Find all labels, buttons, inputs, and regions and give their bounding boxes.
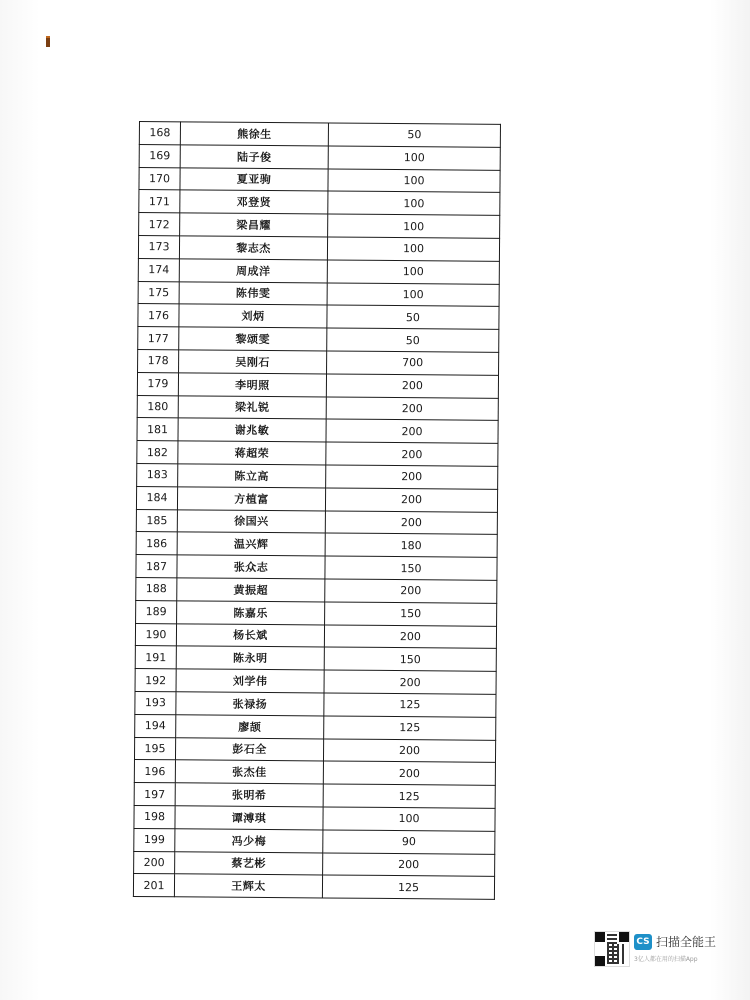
donation-amount: 700 — [327, 351, 499, 375]
donation-amount: 125 — [323, 784, 495, 808]
table-row — [134, 805, 495, 831]
donor-name: 陈伟雯 — [179, 281, 327, 305]
donation-amount: 100 — [327, 237, 499, 261]
donor-name: 谭溥琪 — [175, 806, 323, 830]
row-number: 178 — [138, 349, 179, 372]
donation-amount: 125 — [324, 716, 496, 740]
row-number: 201 — [133, 874, 174, 897]
donation-amount: 90 — [323, 830, 495, 854]
donation-amount: 200 — [323, 761, 495, 785]
row-number: 175 — [138, 281, 179, 304]
donor-name: 蒋超荣 — [178, 441, 326, 465]
donor-name: 李明照 — [178, 373, 326, 397]
brand-name: 扫描全能王 — [656, 935, 717, 949]
donor-name: 陆子俊 — [180, 145, 328, 169]
row-number: 192 — [135, 669, 176, 692]
row-number: 182 — [137, 441, 178, 464]
row-number: 198 — [134, 805, 175, 828]
table-row — [135, 691, 496, 717]
donor-name: 方植富 — [177, 487, 325, 511]
donor-name: 张明希 — [175, 783, 323, 807]
row-number: 186 — [136, 532, 177, 555]
row-number: 185 — [136, 509, 177, 532]
donor-name: 夏亚驹 — [180, 167, 328, 191]
row-number: 197 — [134, 783, 175, 806]
table-row — [136, 509, 497, 535]
table-row — [134, 760, 495, 786]
table-row — [135, 714, 496, 740]
row-number: 189 — [136, 600, 177, 623]
row-number: 173 — [138, 235, 179, 258]
camscanner-watermark — [594, 931, 724, 967]
donation-amount: 150 — [325, 556, 497, 580]
row-number: 180 — [137, 395, 178, 418]
donor-name: 徐国兴 — [177, 509, 325, 533]
donor-name: 蔡艺彬 — [175, 851, 323, 875]
donor-name: 冯少梅 — [175, 829, 323, 853]
donation-amount: 100 — [328, 146, 500, 170]
table-row — [139, 167, 500, 193]
table-row — [139, 213, 500, 239]
donation-amount: 50 — [328, 123, 500, 147]
table-row — [137, 372, 498, 398]
donation-amount: 100 — [328, 191, 500, 215]
donor-name: 熊徐生 — [180, 122, 328, 146]
donation-table-wrapper — [133, 121, 501, 900]
table-row — [139, 144, 500, 170]
table-row — [133, 874, 494, 900]
donation-amount: 200 — [323, 738, 495, 762]
row-number: 183 — [137, 463, 178, 486]
donation-amount: 200 — [324, 625, 496, 649]
brand-tagline: 3亿人都在用的扫描App — [634, 956, 698, 963]
table-row — [137, 418, 498, 444]
donor-name: 张杰佳 — [175, 760, 323, 784]
row-number: 176 — [138, 304, 179, 327]
donor-name: 谢兆敏 — [178, 418, 326, 442]
row-number: 187 — [136, 555, 177, 578]
donor-name: 温兴辉 — [177, 532, 325, 556]
donor-name: 邓登贤 — [180, 190, 328, 214]
table-row — [138, 258, 499, 284]
table-row — [139, 122, 500, 148]
table-row — [135, 623, 496, 649]
table-row — [136, 600, 497, 626]
donor-name: 陈永明 — [176, 646, 324, 670]
table-row — [136, 555, 497, 581]
row-number: 190 — [135, 623, 176, 646]
donor-name: 黎颂雯 — [179, 327, 327, 351]
donor-name: 陈立高 — [178, 464, 326, 488]
row-number: 194 — [135, 714, 176, 737]
row-number: 177 — [138, 327, 179, 350]
donation-amount: 150 — [324, 647, 496, 671]
table-row — [138, 235, 499, 261]
table-row — [134, 783, 495, 809]
donation-amount: 100 — [327, 260, 499, 284]
table-row — [138, 327, 499, 353]
donor-name: 陈嘉乐 — [177, 601, 325, 625]
donor-name: 张禄扬 — [176, 692, 324, 716]
row-number: 171 — [139, 190, 180, 213]
donor-name: 杨长斌 — [176, 623, 324, 647]
table-row — [134, 851, 495, 877]
donation-amount: 125 — [324, 693, 496, 717]
row-number: 191 — [135, 646, 176, 669]
table-row — [138, 281, 499, 307]
donation-amount: 200 — [326, 442, 498, 466]
donation-amount: 100 — [328, 214, 500, 238]
donor-name: 彭石全 — [175, 737, 323, 761]
donation-amount: 200 — [326, 465, 498, 489]
donor-name: 梁礼锐 — [178, 395, 326, 419]
donor-name: 王辉太 — [174, 874, 322, 898]
row-number: 170 — [139, 167, 180, 190]
donation-amount: 125 — [322, 875, 494, 899]
row-number: 199 — [134, 828, 175, 851]
row-number: 195 — [134, 737, 175, 760]
table-row — [139, 190, 500, 216]
donor-name: 刘学伟 — [176, 669, 324, 693]
donation-amount: 100 — [327, 283, 499, 307]
table-row — [134, 828, 495, 854]
table-row — [136, 577, 497, 603]
table-row — [138, 349, 499, 375]
table-row — [135, 669, 496, 695]
donor-name: 张众志 — [177, 555, 325, 579]
donor-name: 周成洋 — [179, 259, 327, 283]
donor-name: 梁昌耀 — [180, 213, 328, 237]
corner-mark — [46, 36, 50, 47]
donor-name: 廖颉 — [176, 715, 324, 739]
row-number: 196 — [134, 760, 175, 783]
row-number: 174 — [138, 258, 179, 281]
donation-amount: 100 — [328, 169, 500, 193]
table-row — [135, 646, 496, 672]
donation-table-body — [133, 122, 500, 900]
donation-amount: 180 — [325, 533, 497, 557]
donation-amount: 200 — [326, 374, 498, 398]
donation-amount: 200 — [325, 511, 497, 535]
donor-name: 黎志杰 — [179, 236, 327, 260]
donation-amount: 50 — [327, 305, 499, 329]
table-row — [136, 532, 497, 558]
donation-amount: 200 — [323, 852, 495, 876]
donation-amount: 100 — [323, 807, 495, 831]
donation-table — [133, 121, 501, 900]
row-number: 200 — [134, 851, 175, 874]
row-number: 169 — [139, 144, 180, 167]
table-row — [137, 463, 498, 489]
donation-amount: 200 — [325, 488, 497, 512]
donation-amount: 200 — [326, 397, 498, 421]
donor-name: 刘炳 — [179, 304, 327, 328]
donation-amount: 200 — [324, 670, 496, 694]
table-row — [134, 737, 495, 763]
table-row — [137, 441, 498, 467]
donation-amount: 200 — [326, 419, 498, 443]
row-number: 193 — [135, 691, 176, 714]
row-number: 181 — [137, 418, 178, 441]
donor-name: 黄振超 — [177, 578, 325, 602]
donation-amount: 150 — [325, 602, 497, 626]
qr-code-icon — [594, 931, 630, 967]
row-number: 172 — [139, 213, 180, 236]
camscanner-logo: CS — [634, 934, 652, 950]
row-number: 179 — [137, 372, 178, 395]
row-number: 168 — [139, 122, 180, 145]
row-number: 188 — [136, 577, 177, 600]
table-row — [137, 395, 498, 421]
donation-amount: 200 — [325, 579, 497, 603]
table-row — [138, 304, 499, 330]
row-number: 184 — [136, 486, 177, 509]
donation-amount: 50 — [327, 328, 499, 352]
table-row — [136, 486, 497, 512]
donor-name: 吴刚石 — [179, 350, 327, 374]
